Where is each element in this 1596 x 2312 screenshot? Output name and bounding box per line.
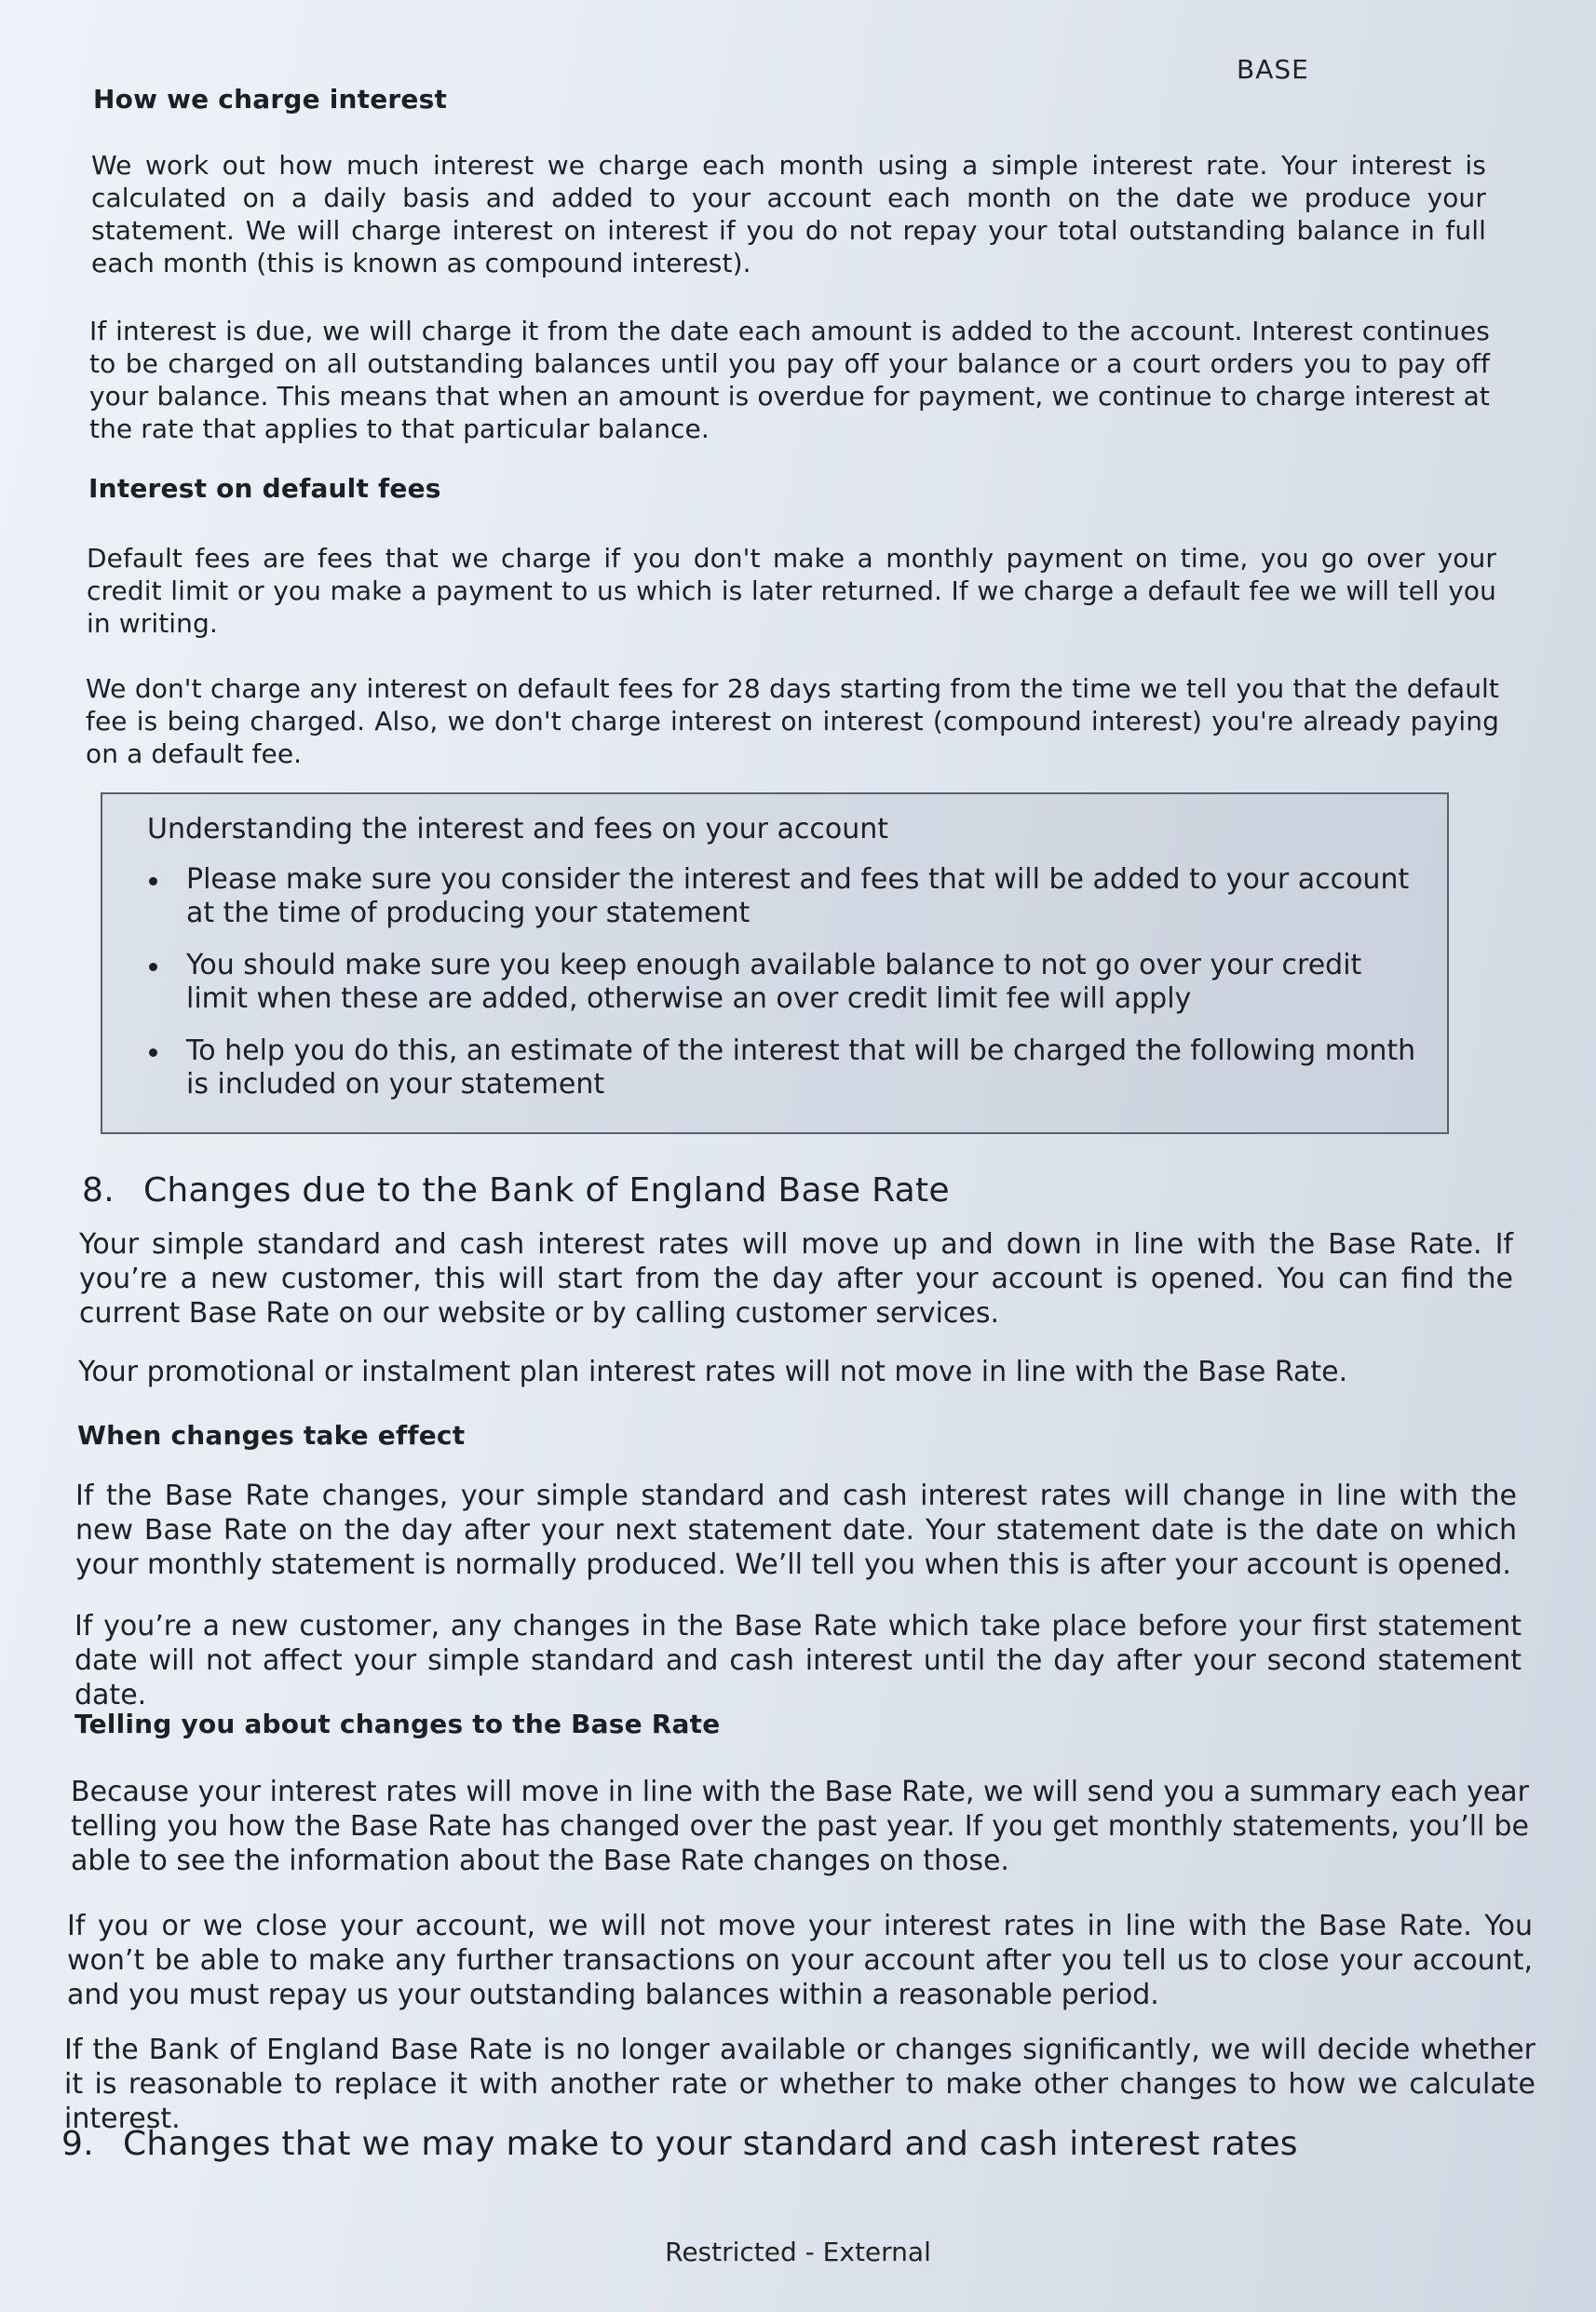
bullet-icon: [149, 1048, 157, 1057]
list-item: [147, 1034, 1423, 1102]
list-item-text: Please make sure you consider the interest and fees that will be added to your account at the time of producing your statement: [186, 863, 1410, 929]
heading-how-we-charge-interest: How we charge interest: [93, 84, 448, 115]
section-9-title: [61, 2125, 1298, 2164]
list-item: [147, 949, 1423, 1016]
paragraph-section8-6: If you or we close your account, we will not move your interest rates in line with the Base Rate. You won’t be able to make any further transactions on your account after you tell us to close your account, and you must repay us your outstanding balances within a reasonable period.: [67, 1910, 1533, 2011]
section-8-number: 8.: [82, 1171, 115, 1210]
info-box-title: Understanding the interest and fees on your account: [147, 813, 888, 845]
heading-when-changes-take-effect: When changes take effect: [77, 1420, 466, 1451]
header-tag: BASE: [1237, 54, 1309, 85]
paragraph-interest-2: If interest is due, we will charge it from the date each amount is added to the account. Interest continues to be charged on all outstanding balances until you pay off your balance or a court orders you to pay off your balance. This means that when an amount is overdue for payment, we continue to charge interest at the rate that applies to that particular balance.: [89, 316, 1490, 444]
heading-telling-you-about-changes: Telling you about changes to the Base Rate: [74, 1709, 721, 1739]
paragraph-section8-4: If you’re a new customer, any changes in the Base Rate which take place before your first statement date will not affect your simple standard and cash interest until the day after your second statement date.: [74, 1610, 1522, 1711]
paragraph-interest-1: We work out how much interest we charge each month using a simple interest rate. Your interest is calculated on a daily basis and added to your account each month on the date we produce your statement. We will charge interest on interest if you do not repay your total outstanding balance in full each month (this is known as compound interest).: [91, 150, 1486, 278]
paragraph-default-fees-2: We don't charge any interest on default fees for 28 days starting from the time we tell you that the default fee is being charged. Also, we don't charge interest on interest (compound interest) you're already paying on a default fee.: [86, 673, 1499, 769]
info-box-list: [147, 863, 1423, 1120]
list-item-text: You should make sure you keep enough available balance to not go over your credit limit when these are added, otherwise an over credit limit fee will apply: [186, 949, 1362, 1015]
paragraph-section8-7: If the Bank of England Base Rate is no longer available or changes significantly, we will decide whether it is reasonable to replace it with another rate or whether to make other changes to how we calculate interest.: [64, 2034, 1535, 2135]
section-9-number: 9.: [61, 2125, 94, 2163]
paragraph-section8-1: Your simple standard and cash interest rates will move up and down in line with the Base Rate. If you’re a new customer, this will start from the day after your account is opened. You can find the current Base Rate on our website or by calling customer services.: [79, 1228, 1513, 1330]
section-8-title-text: Changes due to the Bank of England Base Rate: [143, 1171, 950, 1210]
heading-interest-on-default-fees: Interest on default fees: [88, 473, 441, 504]
paragraph-section8-2: Your promotional or instalment plan interest rates will not move in line with the Base Rate.: [78, 1356, 1348, 1388]
list-item-text: To help you do this, an estimate of the interest that will be charged the following month is included on your statement: [186, 1034, 1416, 1101]
info-box: [101, 792, 1449, 1134]
footer-classification: Restricted - External: [665, 2237, 931, 2267]
section-9-title-text: Changes that we may make to your standard and cash interest rates: [123, 2125, 1298, 2163]
paragraph-section8-5: Because your interest rates will move in line with the Base Rate, we will send you a summary each year telling you how the Base Rate has changed over the past year. If you get monthly statements, you’ll be able to see the information about the Base Rate changes on those.: [71, 1776, 1529, 1877]
paragraph-section8-3: If the Base Rate changes, your simple standard and cash interest rates will change in line with the new Base Rate on the day after your next statement date. Your statement date is the date on which your monthly statement is normally produced. We’ll tell you when this is after your account is opened.: [75, 1480, 1517, 1581]
list-item: [147, 863, 1423, 930]
paragraph-default-fees-1: Default fees are fees that we charge if you don't make a monthly payment on time, you go over your credit limit or you make a payment to us which is later returned. If we charge a default fee we will tell you in writing.: [87, 543, 1496, 639]
bullet-icon: [149, 877, 157, 886]
bullet-icon: [149, 963, 157, 971]
section-8-title: [82, 1171, 950, 1210]
